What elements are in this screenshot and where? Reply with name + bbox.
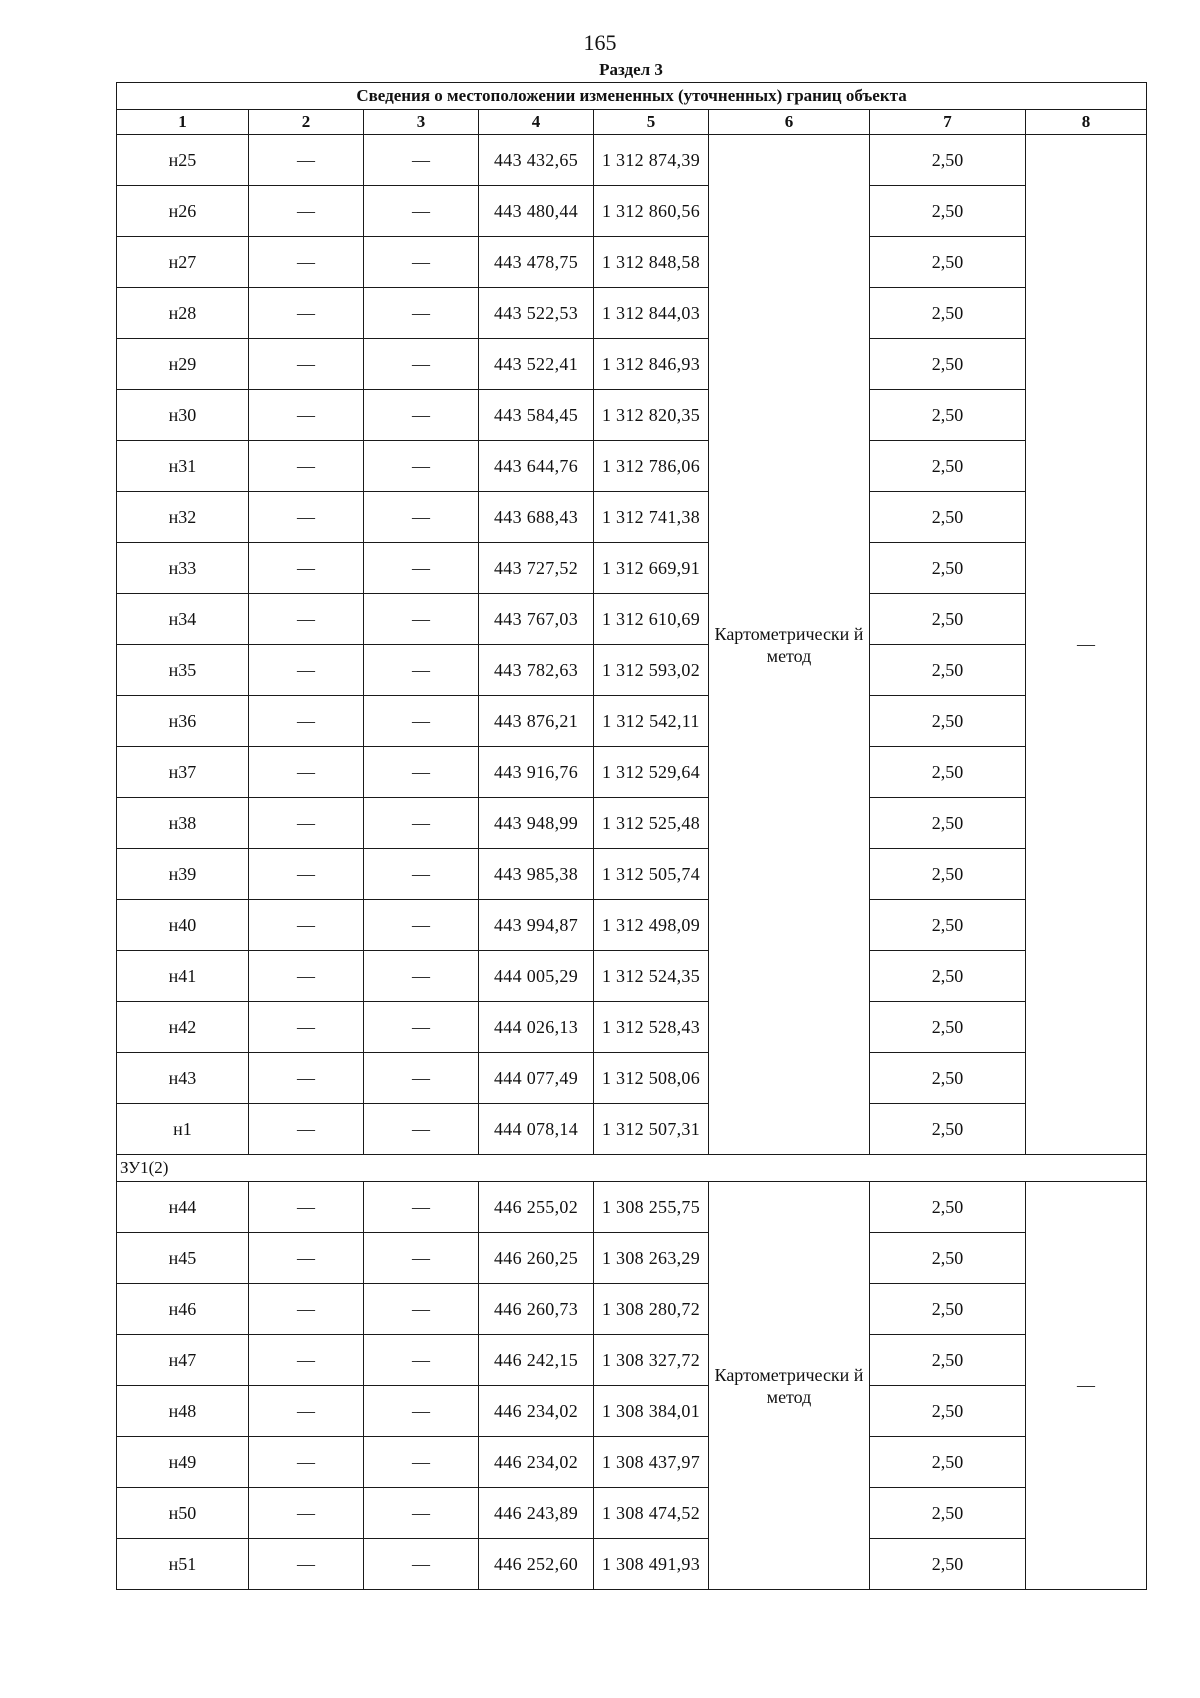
point-name-cell: н34 (117, 594, 249, 645)
column-3-cell: — (364, 900, 479, 951)
column-2-cell: — (249, 594, 364, 645)
point-name-cell: н41 (117, 951, 249, 1002)
column-2-cell: — (249, 441, 364, 492)
column-2-cell: — (249, 1104, 364, 1155)
point-name-cell: н32 (117, 492, 249, 543)
y-coordinate-cell: 1 312 669,91 (594, 543, 709, 594)
table-row (117, 798, 1147, 849)
column-8-cell: — (1026, 135, 1147, 1155)
x-coordinate-cell: 444 077,49 (479, 1053, 594, 1104)
x-coordinate-cell: 444 078,14 (479, 1104, 594, 1155)
table-row (117, 390, 1147, 441)
point-name-cell: н36 (117, 696, 249, 747)
x-coordinate-cell: 443 994,87 (479, 900, 594, 951)
column-number: 1 (117, 110, 249, 135)
column-3-cell: — (364, 135, 479, 186)
method-cell: Картометрически й метод (709, 1182, 870, 1590)
point-name-cell: н31 (117, 441, 249, 492)
y-coordinate-cell: 1 312 524,35 (594, 951, 709, 1002)
page-number: 165 (583, 30, 617, 55)
y-coordinate-cell: 1 312 844,03 (594, 288, 709, 339)
column-3-cell: — (364, 339, 479, 390)
table-body (117, 135, 1147, 1590)
y-coordinate-cell: 1 312 505,74 (594, 849, 709, 900)
column-2-cell: — (249, 1539, 364, 1590)
point-name-cell: н28 (117, 288, 249, 339)
column-number: 4 (479, 110, 594, 135)
column-number-row (117, 110, 1147, 135)
y-coordinate-cell: 1 308 491,93 (594, 1539, 709, 1590)
table-row (117, 441, 1147, 492)
accuracy-cell: 2,50 (870, 900, 1026, 951)
y-coordinate-cell: 1 312 542,11 (594, 696, 709, 747)
y-coordinate-cell: 1 312 593,02 (594, 645, 709, 696)
point-name-cell: н42 (117, 1002, 249, 1053)
y-coordinate-cell: 1 312 874,39 (594, 135, 709, 186)
y-coordinate-cell: 1 312 525,48 (594, 798, 709, 849)
column-3-cell: — (364, 492, 479, 543)
column-2-cell: — (249, 186, 364, 237)
column-2-cell: — (249, 288, 364, 339)
accuracy-cell: 2,50 (870, 1182, 1026, 1233)
accuracy-cell: 2,50 (870, 594, 1026, 645)
y-coordinate-cell: 1 308 255,75 (594, 1182, 709, 1233)
column-2-cell: — (249, 1182, 364, 1233)
y-coordinate-cell: 1 312 508,06 (594, 1053, 709, 1104)
y-coordinate-cell: 1 312 610,69 (594, 594, 709, 645)
coordinates-table (116, 82, 1147, 1590)
table-row (117, 747, 1147, 798)
column-3-cell: — (364, 1104, 479, 1155)
group-header-row (117, 1155, 1147, 1182)
x-coordinate-cell: 443 522,53 (479, 288, 594, 339)
table-row (117, 951, 1147, 1002)
column-2-cell: — (249, 1335, 364, 1386)
table-row (117, 1104, 1147, 1155)
x-coordinate-cell: 443 480,44 (479, 186, 594, 237)
point-name-cell: н49 (117, 1437, 249, 1488)
point-name-cell: н46 (117, 1284, 249, 1335)
point-name-cell: н45 (117, 1233, 249, 1284)
accuracy-cell: 2,50 (870, 339, 1026, 390)
table-title: Сведения о местоположении измененных (уточненных) границ объекта (117, 83, 1147, 110)
column-3-cell: — (364, 696, 479, 747)
column-3-cell: — (364, 1233, 479, 1284)
column-3-cell: — (364, 186, 479, 237)
table-row (117, 288, 1147, 339)
point-name-cell: н27 (117, 237, 249, 288)
x-coordinate-cell: 443 478,75 (479, 237, 594, 288)
column-2-cell: — (249, 1437, 364, 1488)
y-coordinate-cell: 1 312 786,06 (594, 441, 709, 492)
accuracy-cell: 2,50 (870, 186, 1026, 237)
group-label: ЗУ1(2) (117, 1155, 1147, 1182)
x-coordinate-cell: 444 005,29 (479, 951, 594, 1002)
accuracy-cell: 2,50 (870, 951, 1026, 1002)
x-coordinate-cell: 443 688,43 (479, 492, 594, 543)
column-2-cell: — (249, 645, 364, 696)
column-2-cell: — (249, 543, 364, 594)
accuracy-cell: 2,50 (870, 135, 1026, 186)
point-name-cell: н43 (117, 1053, 249, 1104)
x-coordinate-cell: 443 985,38 (479, 849, 594, 900)
point-name-cell: н50 (117, 1488, 249, 1539)
accuracy-cell: 2,50 (870, 543, 1026, 594)
column-2-cell: — (249, 1488, 364, 1539)
x-coordinate-cell: 446 243,89 (479, 1488, 594, 1539)
accuracy-cell: 2,50 (870, 798, 1026, 849)
x-coordinate-cell: 446 260,25 (479, 1233, 594, 1284)
x-coordinate-cell: 443 584,45 (479, 390, 594, 441)
column-number: 8 (1026, 110, 1147, 135)
table-row (117, 1053, 1147, 1104)
accuracy-cell: 2,50 (870, 1002, 1026, 1053)
x-coordinate-cell: 446 252,60 (479, 1539, 594, 1590)
x-coordinate-cell: 443 767,03 (479, 594, 594, 645)
accuracy-cell: 2,50 (870, 645, 1026, 696)
table-row (117, 900, 1147, 951)
column-3-cell: — (364, 1437, 479, 1488)
column-8-cell: — (1026, 1182, 1147, 1590)
table-row (117, 1233, 1147, 1284)
point-name-cell: н26 (117, 186, 249, 237)
table-row (117, 135, 1147, 186)
column-3-cell: — (364, 594, 479, 645)
column-3-cell: — (364, 237, 479, 288)
column-2-cell: — (249, 492, 364, 543)
column-3-cell: — (364, 849, 479, 900)
x-coordinate-cell: 443 948,99 (479, 798, 594, 849)
x-coordinate-cell: 443 782,63 (479, 645, 594, 696)
table-row (117, 339, 1147, 390)
column-number: 3 (364, 110, 479, 135)
y-coordinate-cell: 1 308 327,72 (594, 1335, 709, 1386)
column-2-cell: — (249, 849, 364, 900)
column-3-cell: — (364, 798, 479, 849)
table-row (117, 492, 1147, 543)
accuracy-cell: 2,50 (870, 1053, 1026, 1104)
accuracy-cell: 2,50 (870, 1233, 1026, 1284)
y-coordinate-cell: 1 312 528,43 (594, 1002, 709, 1053)
point-name-cell: н44 (117, 1182, 249, 1233)
method-cell: Картометрически й метод (709, 135, 870, 1155)
column-2-cell: — (249, 135, 364, 186)
table-row (117, 1002, 1147, 1053)
column-2-cell: — (249, 1002, 364, 1053)
point-name-cell: н37 (117, 747, 249, 798)
table-row (117, 543, 1147, 594)
y-coordinate-cell: 1 312 507,31 (594, 1104, 709, 1155)
accuracy-cell: 2,50 (870, 1539, 1026, 1590)
point-name-cell: н30 (117, 390, 249, 441)
point-name-cell: н39 (117, 849, 249, 900)
column-2-cell: — (249, 696, 364, 747)
point-name-cell: н25 (117, 135, 249, 186)
column-2-cell: — (249, 237, 364, 288)
x-coordinate-cell: 446 234,02 (479, 1386, 594, 1437)
x-coordinate-cell: 443 727,52 (479, 543, 594, 594)
x-coordinate-cell: 446 234,02 (479, 1437, 594, 1488)
column-2-cell: — (249, 900, 364, 951)
y-coordinate-cell: 1 312 820,35 (594, 390, 709, 441)
y-coordinate-cell: 1 308 263,29 (594, 1233, 709, 1284)
table-row (117, 237, 1147, 288)
y-coordinate-cell: 1 312 741,38 (594, 492, 709, 543)
y-coordinate-cell: 1 312 848,58 (594, 237, 709, 288)
y-coordinate-cell: 1 308 384,01 (594, 1386, 709, 1437)
table-row (117, 1386, 1147, 1437)
column-2-cell: — (249, 1053, 364, 1104)
accuracy-cell: 2,50 (870, 390, 1026, 441)
column-3-cell: — (364, 1386, 479, 1437)
accuracy-cell: 2,50 (870, 747, 1026, 798)
column-3-cell: — (364, 1488, 479, 1539)
accuracy-cell: 2,50 (870, 1437, 1026, 1488)
column-2-cell: — (249, 1386, 364, 1437)
point-name-cell: н51 (117, 1539, 249, 1590)
point-name-cell: н38 (117, 798, 249, 849)
column-2-cell: — (249, 390, 364, 441)
column-3-cell: — (364, 1539, 479, 1590)
column-2-cell: — (249, 1233, 364, 1284)
x-coordinate-cell: 446 255,02 (479, 1182, 594, 1233)
accuracy-cell: 2,50 (870, 1104, 1026, 1155)
point-name-cell: н33 (117, 543, 249, 594)
point-name-cell: н40 (117, 900, 249, 951)
accuracy-cell: 2,50 (870, 1488, 1026, 1539)
point-name-cell: н48 (117, 1386, 249, 1437)
accuracy-cell: 2,50 (870, 1284, 1026, 1335)
column-3-cell: — (364, 390, 479, 441)
column-3-cell: — (364, 543, 479, 594)
x-coordinate-cell: 443 432,65 (479, 135, 594, 186)
column-2-cell: — (249, 747, 364, 798)
column-3-cell: — (364, 441, 479, 492)
y-coordinate-cell: 1 308 437,97 (594, 1437, 709, 1488)
column-3-cell: — (364, 1002, 479, 1053)
column-3-cell: — (364, 1335, 479, 1386)
table-row (117, 594, 1147, 645)
table-row (117, 1335, 1147, 1386)
y-coordinate-cell: 1 312 529,64 (594, 747, 709, 798)
column-3-cell: — (364, 645, 479, 696)
column-3-cell: — (364, 951, 479, 1002)
table-row (117, 1539, 1147, 1590)
column-2-cell: — (249, 951, 364, 1002)
accuracy-cell: 2,50 (870, 237, 1026, 288)
column-number: 2 (249, 110, 364, 135)
column-2-cell: — (249, 1284, 364, 1335)
column-number: 6 (709, 110, 870, 135)
column-3-cell: — (364, 1284, 479, 1335)
column-number: 7 (870, 110, 1026, 135)
accuracy-cell: 2,50 (870, 849, 1026, 900)
table-row (117, 1437, 1147, 1488)
table-row (117, 645, 1147, 696)
x-coordinate-cell: 446 242,15 (479, 1335, 594, 1386)
column-3-cell: — (364, 288, 479, 339)
table-row (117, 186, 1147, 237)
accuracy-cell: 2,50 (870, 1335, 1026, 1386)
point-name-cell: н35 (117, 645, 249, 696)
y-coordinate-cell: 1 312 846,93 (594, 339, 709, 390)
accuracy-cell: 2,50 (870, 441, 1026, 492)
point-name-cell: н29 (117, 339, 249, 390)
y-coordinate-cell: 1 308 280,72 (594, 1284, 709, 1335)
accuracy-cell: 2,50 (870, 288, 1026, 339)
table-row (117, 849, 1147, 900)
x-coordinate-cell: 446 260,73 (479, 1284, 594, 1335)
column-number: 5 (594, 110, 709, 135)
x-coordinate-cell: 443 916,76 (479, 747, 594, 798)
point-name-cell: н1 (117, 1104, 249, 1155)
accuracy-cell: 2,50 (870, 696, 1026, 747)
x-coordinate-cell: 444 026,13 (479, 1002, 594, 1053)
accuracy-cell: 2,50 (870, 1386, 1026, 1437)
column-3-cell: — (364, 1182, 479, 1233)
table-row (117, 1284, 1147, 1335)
y-coordinate-cell: 1 312 498,09 (594, 900, 709, 951)
x-coordinate-cell: 443 876,21 (479, 696, 594, 747)
point-name-cell: н47 (117, 1335, 249, 1386)
column-2-cell: — (249, 339, 364, 390)
x-coordinate-cell: 443 644,76 (479, 441, 594, 492)
column-3-cell: — (364, 747, 479, 798)
accuracy-cell: 2,50 (870, 492, 1026, 543)
y-coordinate-cell: 1 312 860,56 (594, 186, 709, 237)
table-row (117, 696, 1147, 747)
column-2-cell: — (249, 798, 364, 849)
x-coordinate-cell: 443 522,41 (479, 339, 594, 390)
column-3-cell: — (364, 1053, 479, 1104)
table-row (117, 1182, 1147, 1233)
table-row (117, 1488, 1147, 1539)
y-coordinate-cell: 1 308 474,52 (594, 1488, 709, 1539)
section-label: Раздел 3 (599, 60, 663, 79)
